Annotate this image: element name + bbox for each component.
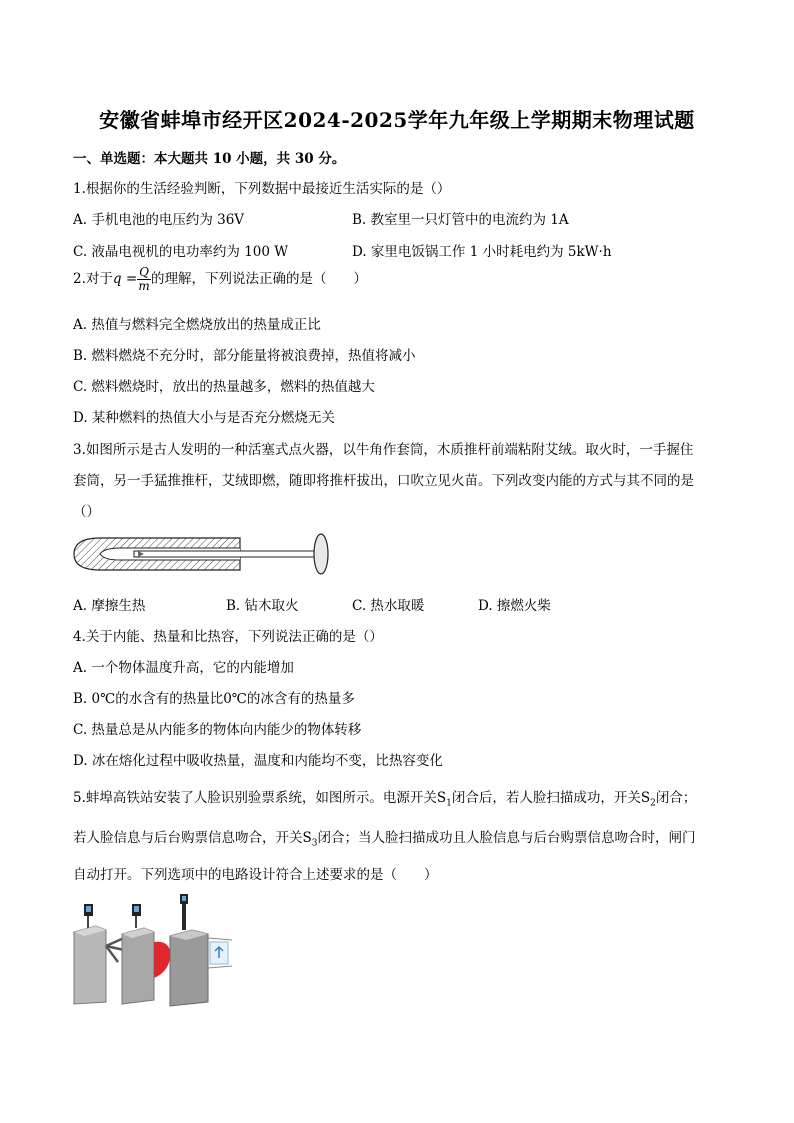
q3-stem-line1: 3.如图所示是古人发明的一种活塞式点火器，以牛角作套筒，木质推杆前端粘附艾绒。取火时，一手握住 — [73, 442, 694, 458]
q4-option-d: D. 冰在熔化过程中吸收热量，温度和内能均不变，比热容变化 — [73, 753, 443, 769]
q5-line1-part-c: 闭合； — [655, 790, 697, 806]
q3-option-a: A. 摩擦生热 — [73, 598, 146, 614]
q2-option-a: A. 热值与燃料完全燃烧放出的热量成正比 — [73, 317, 321, 333]
q4-stem: 4.关于内能、热量和比热容，下列说法正确的是（） — [73, 629, 383, 645]
push-rod-shape — [134, 551, 320, 557]
q5-stem-line3: 自动打开。下列选项中的电路设计符合上述要求的是（ ） — [73, 867, 438, 883]
switch-s2-subscript: 2 — [650, 798, 656, 809]
q2-formula-numerator: Q — [139, 265, 149, 279]
q5-line1-part-b: 闭合后，若人脸扫描成功，开关S — [451, 790, 651, 806]
q2-stem-prefix: 2.对于 — [73, 271, 113, 287]
q2-formula-fraction — [137, 266, 151, 293]
face-recognition-gates-figure — [72, 892, 234, 1008]
q2-option-c: C. 燃料燃烧时，放出的热量越多，燃料的热值越大 — [73, 379, 375, 395]
section-heading: 一、单选题：本大题共 10 小题，共 30 分。 — [73, 151, 346, 167]
q4-option-b: B. 0℃的水含有的热量比0℃的冰含有的热量多 — [73, 691, 355, 707]
q5-line1-part-a: 5.蚌埠高铁站安装了人脸识别验票系统，如图所示。电源开关S — [73, 790, 447, 806]
fire-piston-figure — [72, 532, 334, 578]
q1-option-c: C. 液晶电视机的电功率约为 100 W — [73, 244, 289, 260]
q2-formula-denominator: m — [138, 279, 150, 293]
switch-s3-subscript: 3 — [311, 838, 318, 849]
gate2-red-flap — [154, 942, 170, 978]
q3-option-b: B. 钻木取火 — [226, 598, 299, 614]
q3-stem-line2: 套筒，另一手猛推推杆，艾绒即燃，随即将推杆拔出，口吹立见火苗。下列改变内能的方式与其不同的是 — [73, 473, 694, 489]
q3-option-c: C. 热水取暖 — [352, 598, 425, 614]
q1-option-a: A. 手机电池的电压约为 36V — [73, 212, 245, 228]
q1-option-b: B. 教室里一只灯管中的电流约为 1A — [352, 212, 569, 228]
page-title: 安徽省蚌埠市经开区2024-2025学年九年级上学期期末物理试题 — [99, 108, 695, 132]
q2-option-d: D. 某种燃料的热值大小与是否充分燃烧无关 — [73, 410, 335, 426]
q1-stem: 1.根据你的生活经验判断，下列数据中最接近生活实际的是（） — [73, 181, 451, 197]
q3-option-d: D. 擦燃火柴 — [478, 598, 551, 614]
q5-line2-part-b: 闭合；当人脸扫描成功且人脸信息与后台购票信息吻合时，闸门 — [317, 830, 696, 846]
q3-stem-line3: （） — [73, 504, 100, 520]
q2-option-b: B. 燃料燃烧不充分时，部分能量将被浪费掉，热值将减小 — [73, 348, 416, 364]
q1-option-d: D. 家里电饭锅工作 1 小时耗电约为 5kW·h — [352, 244, 612, 260]
rod-handle-shape — [314, 534, 328, 574]
q4-option-a: A. 一个物体温度升高，它的内能增加 — [73, 660, 294, 676]
q5-line2-part-a: 若人脸信息与后台购票信息吻合，开关S — [73, 830, 312, 846]
q2-stem-suffix: 的理解，下列说法正确的是（ ） — [150, 271, 367, 287]
q5-stem-line1 — [73, 786, 696, 809]
q5-stem-line2 — [73, 826, 695, 849]
switch-s1-subscript: 1 — [446, 798, 452, 809]
q2-formula-lhs: q = — [112, 271, 138, 287]
q2-stem — [73, 266, 367, 293]
q4-option-c: C. 热量总是从内能多的物体向内能少的物体转移 — [73, 722, 362, 738]
